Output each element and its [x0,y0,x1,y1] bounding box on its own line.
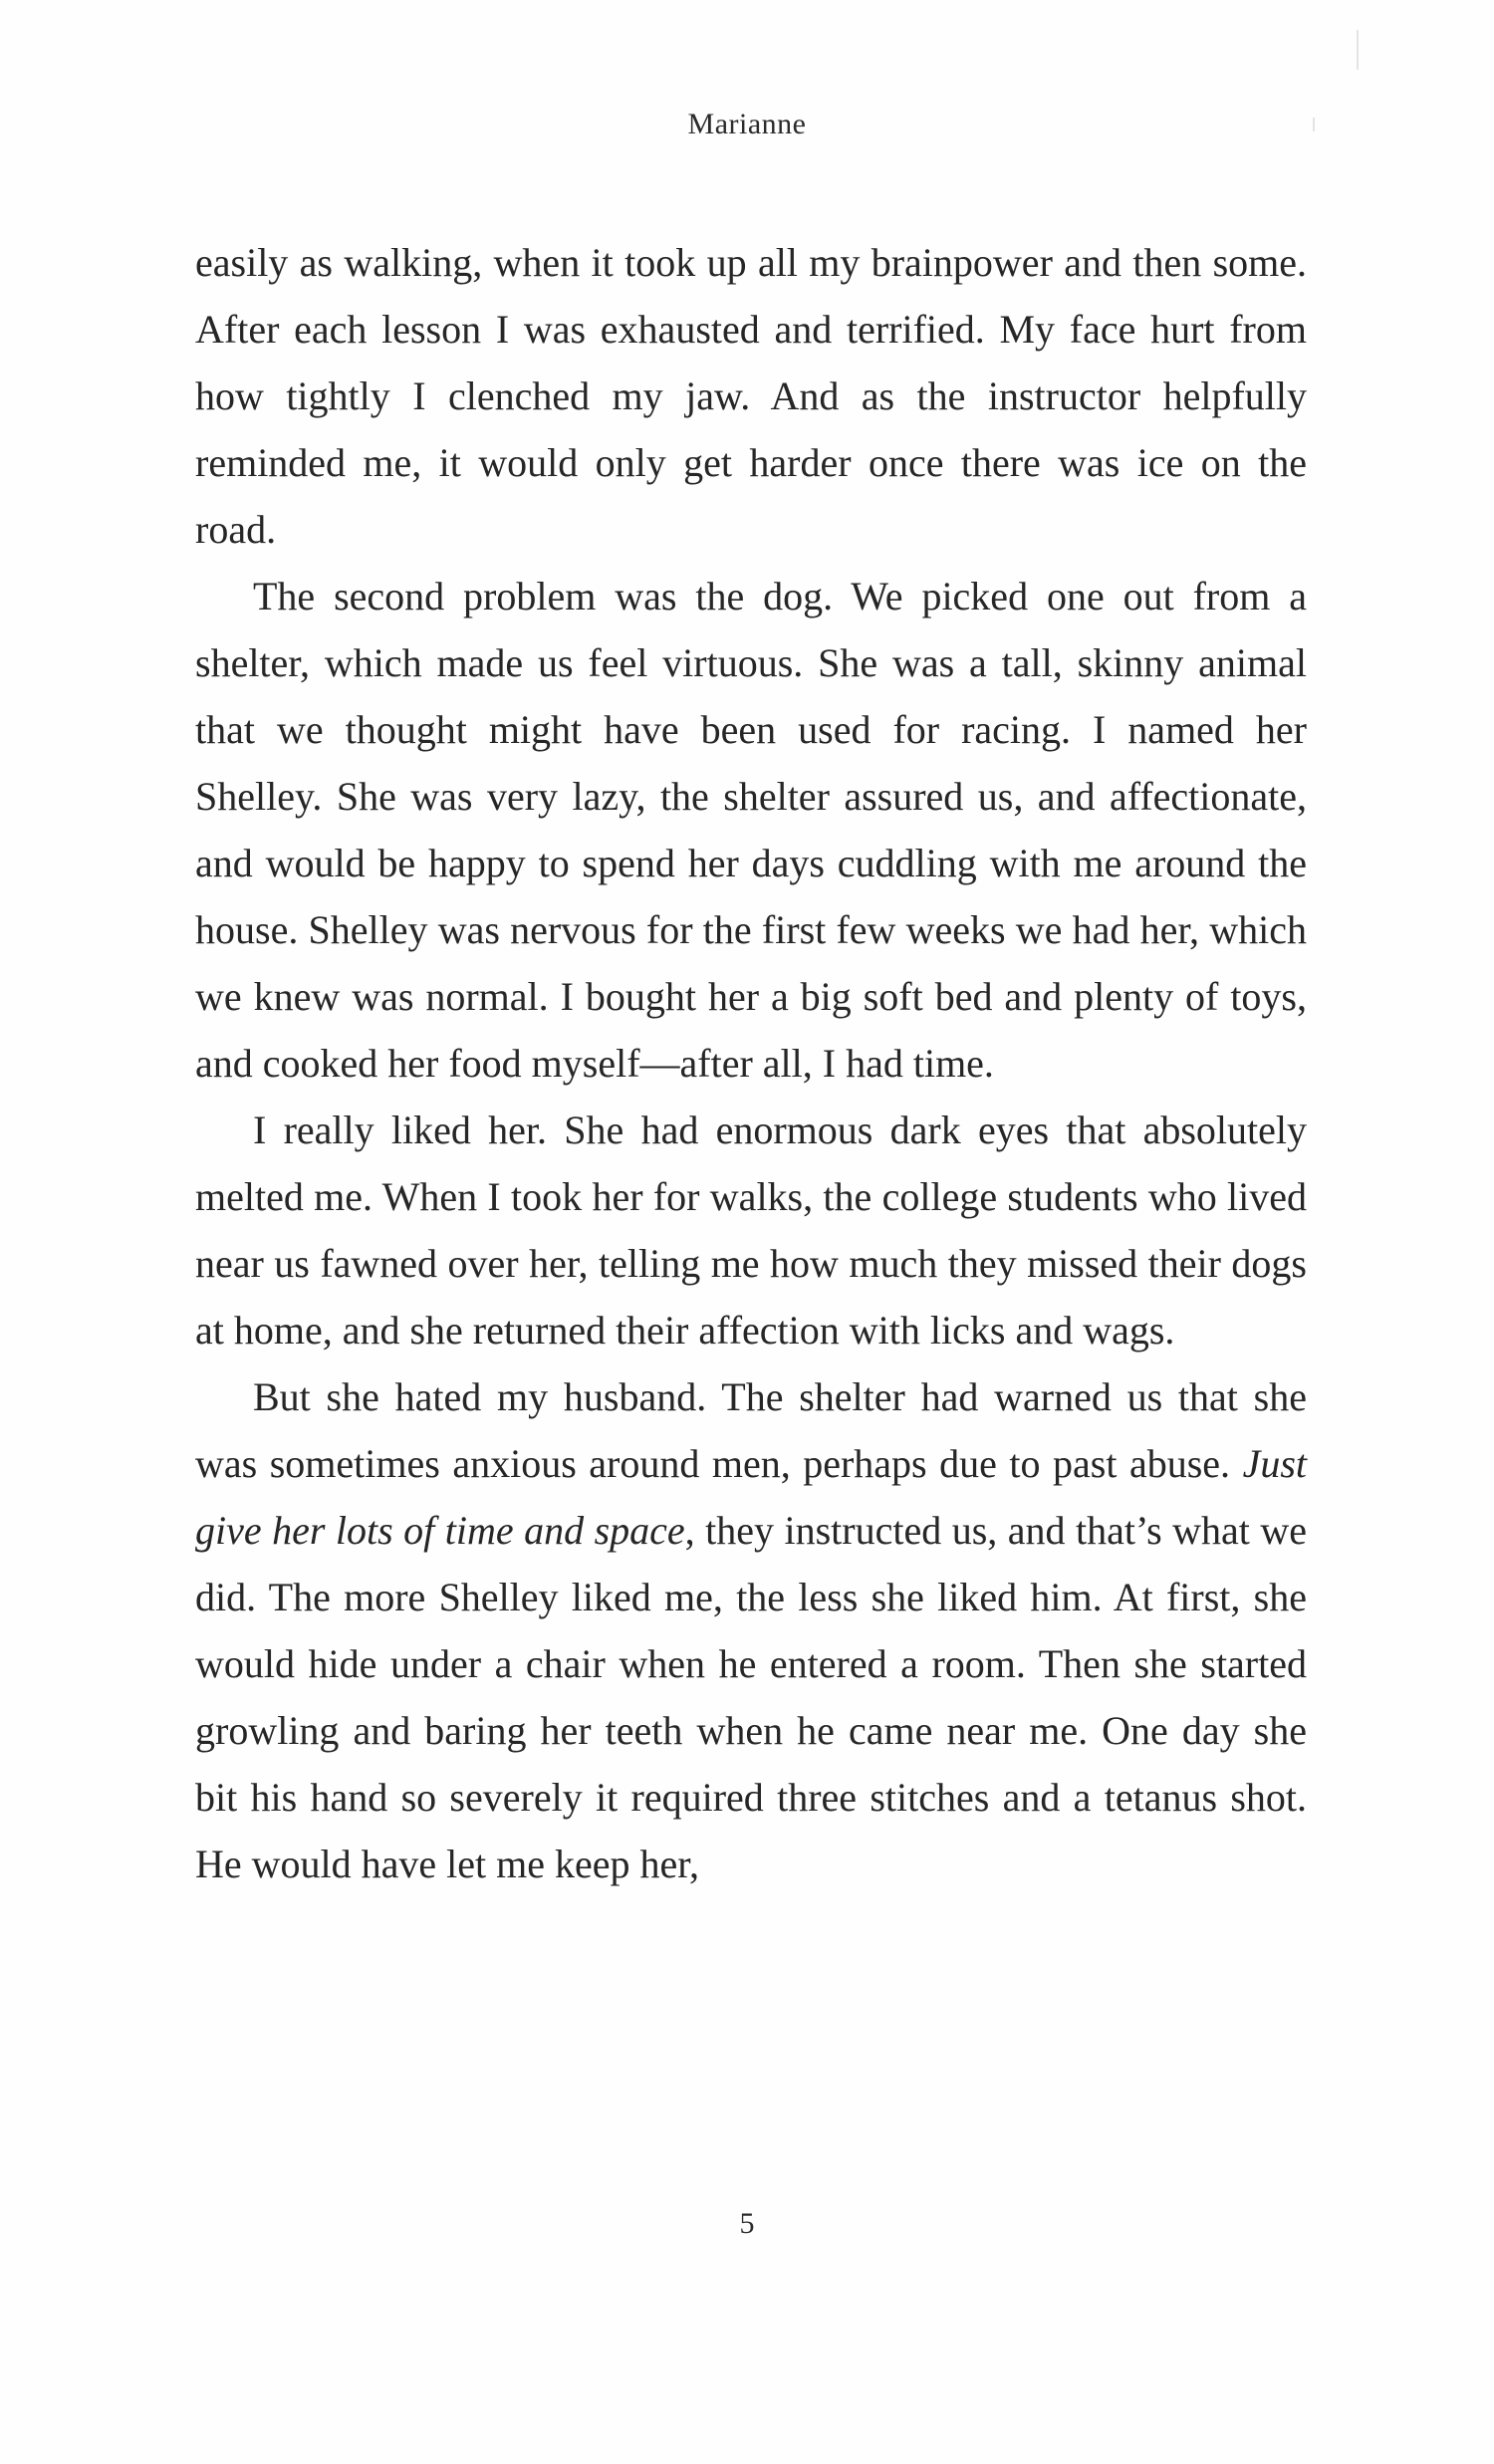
scan-edge-mark [1313,118,1315,131]
paragraph-2 [195,563,1307,1097]
paragraph-2-text: The second problem was the dog. We picked one out from a shelter, which made us feel virtuous. She was a tall, skinny animal that we thought might have been used for racing. I named her Shelley. She was very lazy, the shelter assured us, and affectionate, and would be happy to spend her days cuddling with me around the house. Shelley was nervous for the first few weeks we had her, which we knew was normal. I bought her a big soft bed and plenty of toys, and cooked her food myself—after all, I had time. [195,574,1307,1086]
paragraph-3-text: I really liked her. She had enormous dark eyes that absolutely melted me. When I took her for walks, the college students who lived near us fawned over her, telling me how much they missed their dogs at home, and she returned their affection with licks and wags. [195,1108,1307,1353]
page-number: 5 [739,2207,755,2240]
running-head: Marianne [687,108,807,140]
paragraph-4-italic-quote: Just give her lots of time and space [195,1441,1307,1553]
paragraph-4-text-b: , they instructed us, and that’s what we did. The more Shelley liked me, the less she liked him. At first, she would hide under a chair when he entered a room. Then she started growling and baring her teeth when he came near me. One day she bit his hand so severely it required three stitches and a tetanus shot. He would have let me keep her, [195,1508,1307,1886]
scan-edge-mark [1357,30,1359,70]
paragraph-3 [195,1097,1307,1363]
paragraph-1 [195,229,1307,563]
paragraph-4-text-a: But she hated my husband. The shelter had warned us that she was sometimes anxious around men, perhaps due to past abuse. [195,1374,1307,1486]
body-text [195,229,1307,1897]
paragraph-1-text: easily as walking, when it took up all my brainpower and then some. After each lesson I was exhausted and terrified. My face hurt from how tightly I clenched my jaw. And as the instructor helpfully reminded me, it would only get harder once there was ice on the road. [195,240,1307,552]
paragraph-4 [195,1363,1307,1897]
